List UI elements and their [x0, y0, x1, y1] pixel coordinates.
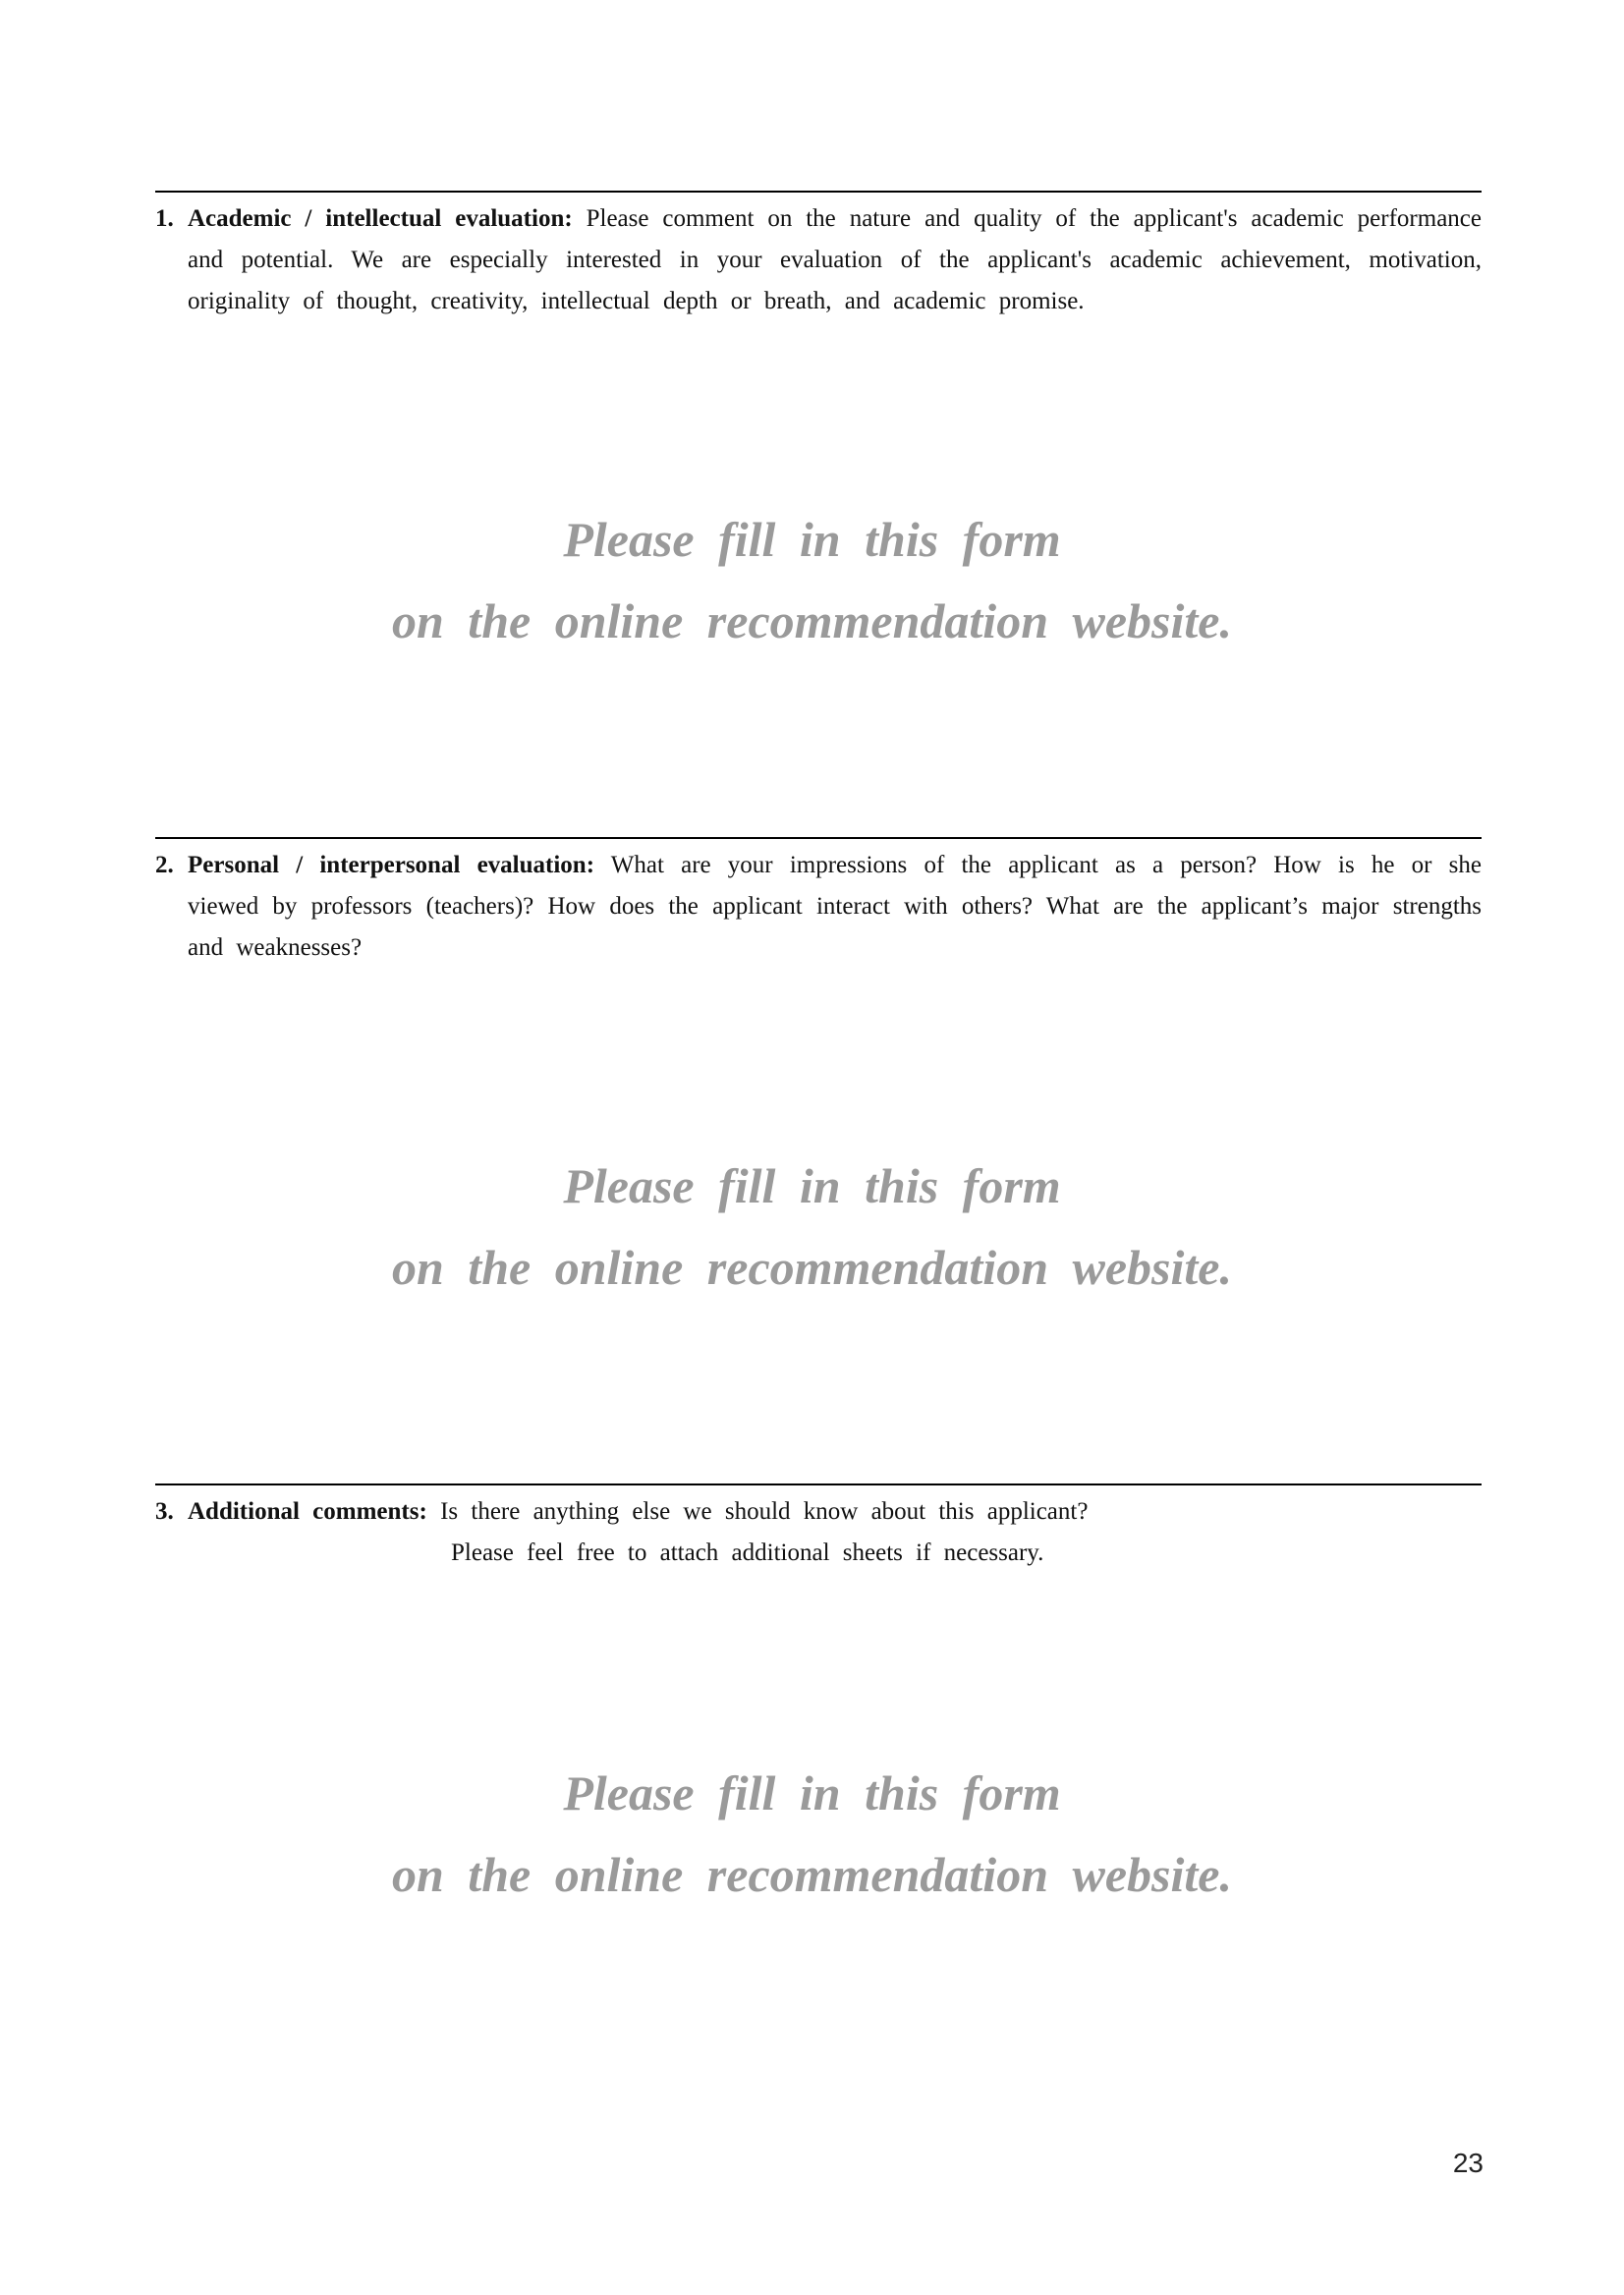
- question-text: Is there anything else we should know about this applicant?: [426, 1498, 1089, 1525]
- section-academic-evaluation: [155, 191, 1482, 322]
- question-subtext: Please feel free to attach additional sheets if necessary.: [451, 1539, 1044, 1566]
- online-form-notice-2: [0, 1146, 1624, 1309]
- question-personal: [155, 845, 1482, 969]
- question-number: 3.: [155, 1498, 174, 1525]
- question-title: Personal / interpersonal evaluation:: [188, 852, 595, 878]
- question-academic: [155, 198, 1482, 322]
- notice-line-1: Please fill in this form: [563, 1158, 1061, 1213]
- question-additional: [155, 1491, 1482, 1574]
- question-title: Additional comments:: [188, 1498, 427, 1525]
- section-divider: [155, 1483, 1482, 1485]
- notice-line-1: Please fill in this form: [563, 512, 1061, 567]
- online-form-notice-1: [0, 499, 1624, 662]
- notice-line-2: on the online recommendation website.: [392, 593, 1232, 648]
- notice-line-2: on the online recommendation website.: [392, 1847, 1232, 1902]
- question-number: 1.: [155, 205, 174, 232]
- section-personal-evaluation: [155, 837, 1482, 969]
- question-text: Please comment on the nature and quality of the applicant's academic performance and potential. We are especially interested in your evaluation of the applicant's academic achievement, motivation, originality of thought, creativity, intellectual depth or breath, and academic promise.: [188, 205, 1482, 314]
- notice-line-1: Please fill in this form: [563, 1765, 1061, 1820]
- section-additional-comments: [155, 1483, 1482, 1574]
- question-number: 2.: [155, 852, 174, 878]
- notice-line-2: on the online recommendation website.: [392, 1240, 1232, 1295]
- section-divider: [155, 191, 1482, 193]
- question-title: Academic / intellectual evaluation:: [188, 205, 573, 232]
- online-form-notice-3: [0, 1753, 1624, 1916]
- question-text: What are your impressions of the applicant as a person? How is he or she viewed by professors (teachers)? How does the applicant interact with others? What are the applicant’s major strengths and weaknesses?: [188, 852, 1482, 961]
- page-number: 23: [1452, 2148, 1484, 2178]
- section-divider: [155, 837, 1482, 839]
